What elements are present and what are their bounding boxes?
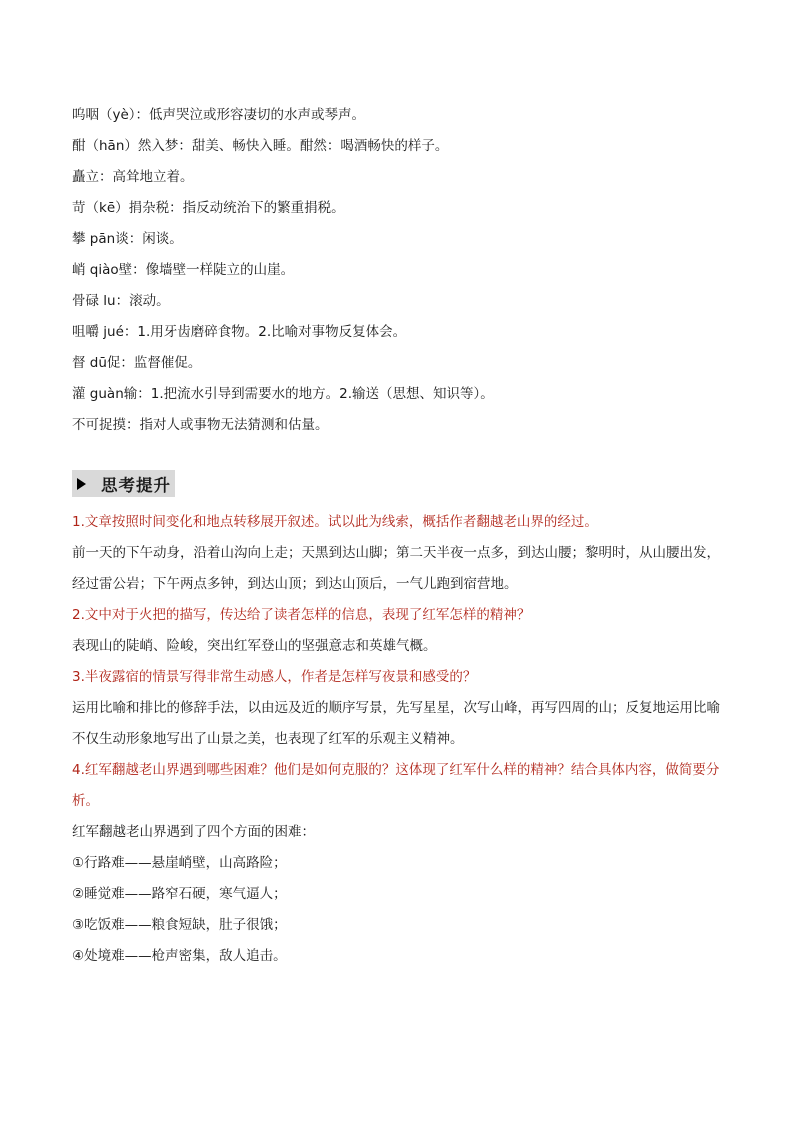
answer-4-item: ④处境难——枪声密集，敌人追击。	[72, 948, 287, 964]
vocab-item: 苛（kē）捐杂税：指反动统治下的繁重捐税。	[72, 200, 345, 216]
vocab-item: 呜咽（yè）：低声哭泣或形容凄切的水声或琴声。	[72, 107, 366, 123]
vocab-item: 灌 guàn输：1.把流水引导到需要水的地方。2.输送（思想、知识等）。	[72, 386, 494, 402]
vocab-item: 督 dū促：监督催促。	[72, 355, 202, 371]
answer-1: 前一天的下午动身，沿着山沟向上走；天黑到达山脚；第二天半夜一点多，到达山腰；黎明时，从山腰出发，经过雷公岩；下午两点多钟，到达山顶；到达山顶后，一气儿跑到宿营地。	[72, 545, 720, 592]
answer-2: 表现山的陡峭、险峻，突出红军登山的坚强意志和英雄气概。	[72, 638, 437, 654]
answer-4-item: ②睡觉难——路窄石硬，寒气逼人；	[72, 886, 287, 902]
vocabulary-list	[72, 100, 722, 441]
question-3: 3.半夜露宿的情景写得非常生动感人，作者是怎样写夜景和感受的？	[72, 669, 477, 685]
vocab-item: 峭 qiào壁：像墙壁一样陡立的山崖。	[72, 262, 295, 278]
vocab-item: 矗立：高耸地立着。	[72, 169, 194, 185]
question-4: 4.红军翻越老山界遇到哪些困难？他们是如何克服的？这体现了红军什么样的精神？结合具体内容，做简要分析。	[72, 762, 720, 809]
answer-3: 运用比喻和排比的修辞手法，以由远及近的顺序写景，先写星星，次写山峰，再写四周的山；反复地运用比喻不仅生动形象地写出了山景之美，也表现了红军的乐观主义精神。	[72, 700, 720, 747]
vocab-item: 骨碌 lu：滚动。	[72, 293, 170, 309]
vocab-item: 不可捉摸：指对人或事物无法猜测和估量。	[72, 417, 329, 433]
answer-4-intro: 红军翻越老山界遇到了四个方面的困难：	[72, 824, 315, 840]
answer-4-item: ①行路难——悬崖峭壁，山高路险；	[72, 855, 287, 871]
section-title: 思考提升	[101, 475, 171, 495]
vocab-item: 攀 pān谈：闲谈。	[72, 231, 183, 247]
questions-answers	[72, 507, 722, 972]
vocab-item: 咀嚼 jué：1.用牙齿磨碎食物。2.比喻对事物反复体会。	[72, 324, 407, 340]
answer-4-item: ③吃饭难——粮食短缺，肚子很饿；	[72, 917, 287, 933]
vocab-item: 酣（hān）然入梦：甜美、畅快入睡。酣然：喝酒畅快的样子。	[72, 138, 449, 154]
question-1: 1.文章按照时间变化和地点转移展开叙述。试以此为线索，概括作者翻越老山界的经过。	[72, 514, 598, 530]
arrow-right-icon	[77, 478, 86, 490]
section-header	[72, 470, 175, 497]
question-2: 2.文中对于火把的描写，传达给了读者怎样的信息，表现了红军怎样的精神？	[72, 607, 531, 623]
